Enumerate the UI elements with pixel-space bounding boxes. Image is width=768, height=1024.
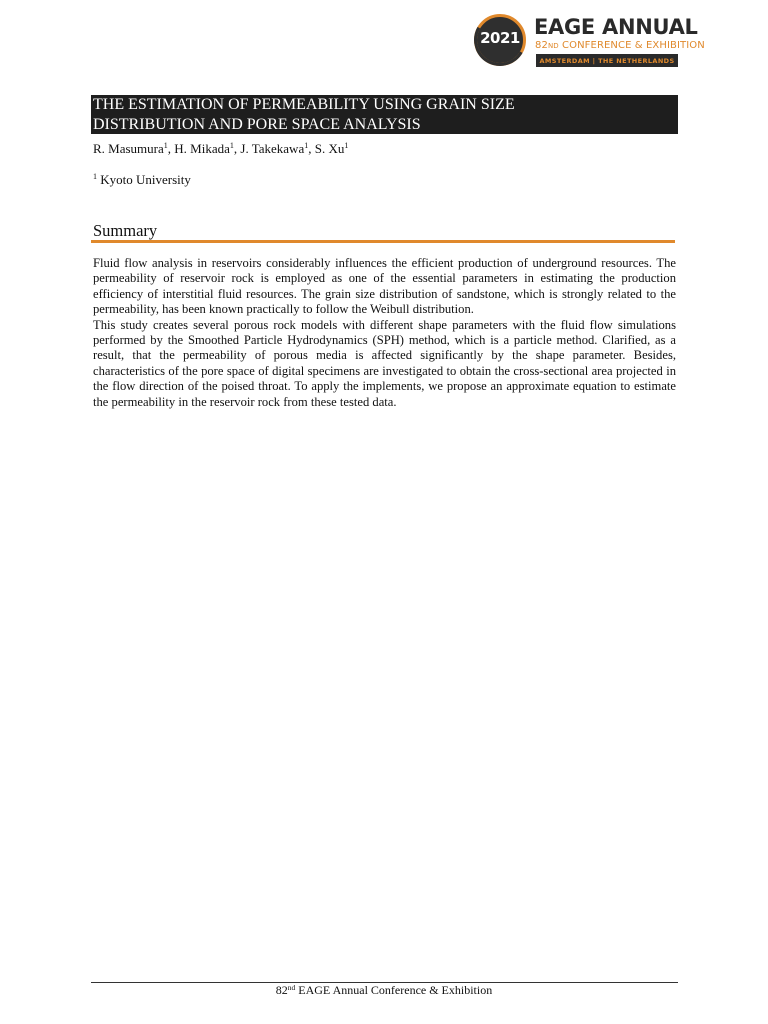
summary-paragraph: Fluid flow analysis in reservoirs considerably influences the efficient production of underground resources. The permeability of reservoir rock is employed as one of the essential parameters in estimating the production efficiency of interstitial fluid resources. The grain size distribution of sandstone, which is strongly related to the permeability, has been known practically to follow the Weibull distribution.: [93, 256, 676, 317]
summary-paragraph: This study creates several porous rock models with different shape parameters with the fluid flow simulations performed by the Smoothed Particle Hydrodynamics (SPH) method, which is a particle method. Clarified, as a result, that the permeability of porous media is affected significantly by the shape parameter. Besides, characteristics of the pore space of digital specimens are investigated to obtain the cross-sectional area projected in the flow direction of the poised throat. To apply the implements, we propose an approximate equation to estimate the permeability in the reservoir rock from these tested data.: [93, 317, 676, 409]
author-separator: ,: [233, 141, 241, 156]
logo-location-bar: [536, 54, 678, 67]
logo-location: AMSTERDAM | THE NETHERLANDS: [539, 56, 675, 65]
logo-year: 2021: [480, 29, 520, 47]
affiliation: [93, 172, 191, 188]
author-affil-mark: 1: [344, 141, 349, 150]
author-list: [93, 141, 348, 157]
summary-rule: [91, 240, 675, 243]
footer: [0, 983, 768, 997]
paper-title-block: [91, 95, 678, 134]
author-name: J. Takekawa: [240, 141, 305, 156]
author-separator: ,: [167, 141, 175, 156]
author-name: R. Masumura: [93, 141, 164, 156]
author-separator: ,: [308, 141, 315, 156]
logo-edition-suffix: ND: [547, 42, 559, 50]
summary-heading: Summary: [93, 221, 158, 240]
logo-title: EAGE ANNUAL: [534, 15, 698, 39]
paper-title-line-1: THE ESTIMATION OF PERMEABILITY USING GRAIN SIZE: [93, 96, 515, 113]
author-name: H. Mikada: [174, 141, 230, 156]
footer-number: 82: [275, 983, 288, 997]
logo-subtitle: [535, 40, 705, 52]
affiliation-name: Kyoto University: [97, 172, 191, 187]
paper-title-line-2: DISTRIBUTION AND PORE SPACE ANALYSIS: [93, 115, 421, 133]
author-affil-mark: 1: [304, 141, 309, 150]
eage-logo: [474, 13, 705, 69]
footer-text: EAGE Annual Conference & Exhibition: [295, 983, 493, 997]
author-affil-mark: 1: [163, 141, 168, 150]
logo-subtitle-rest: CONFERENCE & EXHIBITION: [558, 40, 705, 51]
footer-suffix: nd: [287, 983, 296, 992]
author-name: S. Xu: [314, 141, 345, 156]
summary-body: [93, 256, 676, 410]
logo-edition-number: 82: [535, 40, 548, 51]
affiliation-mark: 1: [93, 172, 97, 181]
author-affil-mark: 1: [229, 141, 234, 150]
